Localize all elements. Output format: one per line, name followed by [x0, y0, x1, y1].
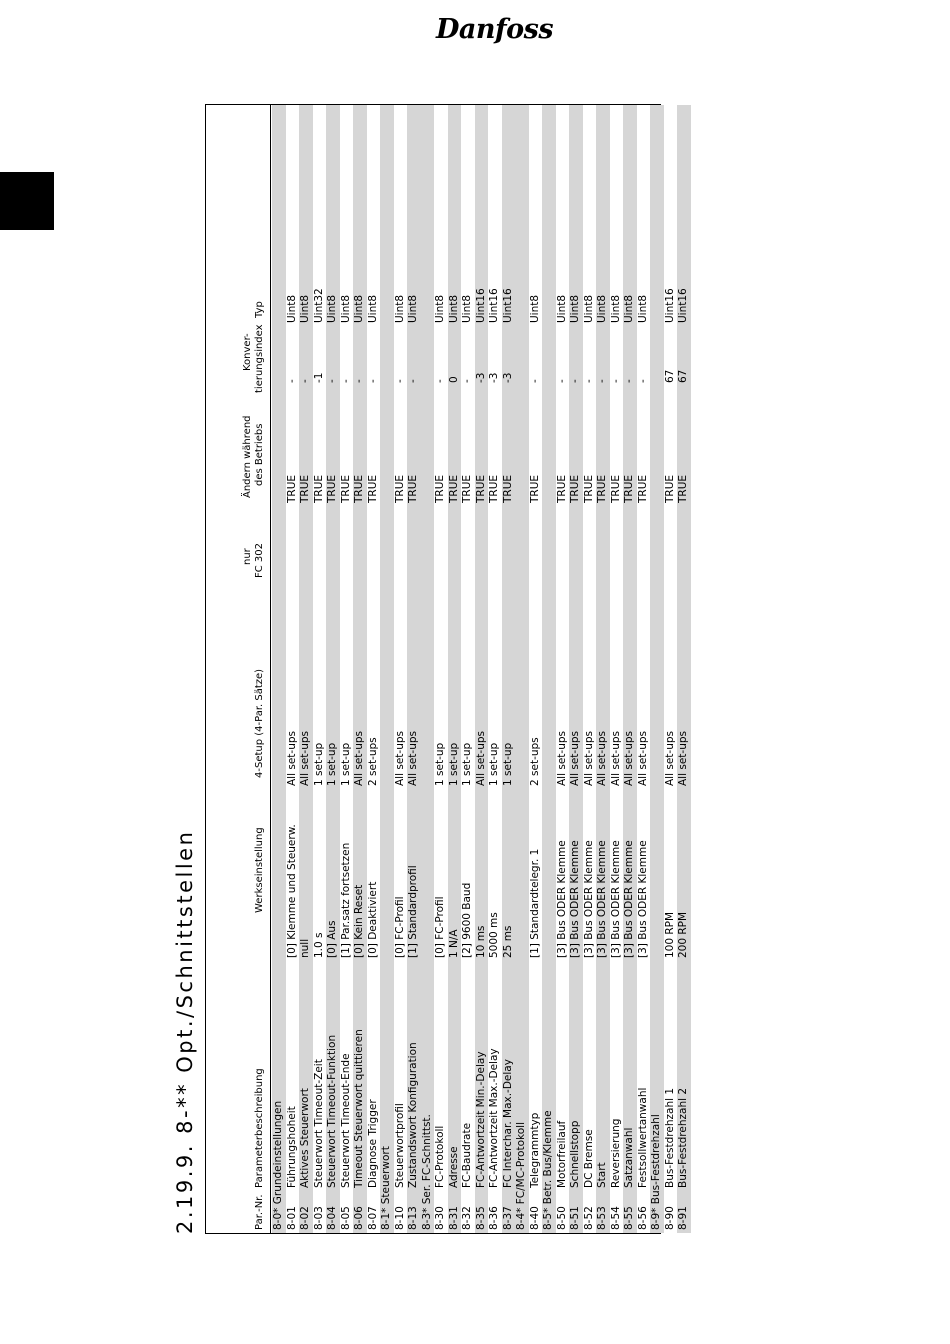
header-conv-line1: Konver- [242, 333, 253, 371]
table-row: 8-03 Steuerwort Timeout-Zeit 1.0 s 1 set-up TRUE -1 Uint32 [312, 288, 325, 1230]
header-description: Parameterbeschreibung [254, 1068, 265, 1188]
table-row: 8-54 Reversierung [3] Bus ODER Klemme All set-ups TRUE - Uint8 [609, 294, 622, 1230]
group-row: 8-4* FC/MC-Protokoll [515, 105, 529, 1233]
table-row: 8-13 Zustandswort Konfiguration [1] Standardprofil All set-ups TRUE - Uint8 [407, 105, 421, 1233]
table-row: 8-07 Diagnose Trigger [0] Deaktiviert 2 set-ups TRUE - Uint8 [366, 294, 379, 1230]
chapter-tab-marker [0, 172, 54, 230]
table-row: 8-51 Schnellstopp [3] Bus ODER Klemme All set-ups TRUE - Uint8 [569, 105, 583, 1233]
table-row: 8-36 FC-Antwortzeit Max.-Delay 5000 ms 1 set-up TRUE -3 Uint16 [488, 288, 500, 1230]
header-fc302-line2: FC 302 [254, 543, 265, 578]
header-setup: 4-Setup (4-Par. Sätze) [254, 668, 265, 778]
header-change-line1: Ändern während [242, 415, 253, 498]
header-par-nr: Par.-Nr. [254, 1194, 265, 1230]
section-title: 2.19.9. 8-** Opt./Schnittstellen [173, 829, 197, 1234]
table-row: 8-30 FC-Protokoll [0] FC-Profil 1 set-up TRUE - Uint8 [434, 294, 446, 1230]
table-row: 8-90 Bus-Festdrehzahl 1 100 RPM All set-ups TRUE 67 Uint16 [663, 288, 676, 1230]
table-row: 8-31 Adresse 1 N/A 1 set-up TRUE 0 Uint8 [448, 105, 462, 1233]
table-row: 8-32 FC-Baudrate [2] 9600 Baud 1 set-up TRUE - Uint8 [461, 294, 473, 1230]
table-row: 8-02 Aktives Steuerwort null All set-ups TRUE - Uint8 [299, 105, 313, 1233]
header-default: Werkseinstellung [254, 827, 265, 913]
table-row: 8-53 Start [3] Bus ODER Klemme All set-ups TRUE - Uint8 [596, 105, 610, 1233]
table-row: 8-35 FC-Antwortzeit Min.-Delay 10 ms All set-ups TRUE -3 Uint16 [475, 105, 489, 1233]
table-row: 8-56 Festsollwertanwahl [3] Bus ODER Klemme All set-ups TRUE - Uint8 [636, 294, 649, 1230]
table-row: 8-10 Steuerwortprofil [0] FC-Profil All set-ups TRUE - Uint8 [393, 294, 406, 1230]
table-row: 8-37 FC Interchar. Max.-Delay 25 ms 1 set-up TRUE -3 Uint16 [502, 105, 516, 1233]
table-row: 8-40 Telegrammtyp [1] Standardtelegr. 1 2 set-ups TRUE - Uint8 [528, 294, 541, 1230]
header-change-line2: des Betriebs [254, 423, 265, 486]
table-row: 8-01 Führungshoheit [0] Klemme und Steuerw. All set-ups TRUE - Uint8 [285, 294, 298, 1230]
table-row: 8-91 Bus-Festdrehzahl 2 200 RPM All set-ups TRUE 67 Uint16 [677, 105, 691, 1233]
rotated-page-content [170, 104, 689, 1234]
header-divider [270, 105, 271, 1233]
table-row: 8-50 Motorfreilauf [3] Bus ODER Klemme All set-ups TRUE - Uint8 [555, 294, 568, 1230]
group-row: 8-9* Bus-Festdrehzahl [650, 105, 664, 1233]
table-row: 8-06 Timeout Steuerwort quittieren [0] Kein Reset All set-ups TRUE - Uint8 [353, 105, 367, 1233]
header-fc302-line1: nur [242, 548, 253, 565]
danfoss-logo: Danfoss [436, 14, 554, 45]
group-row: 8-5* Betr. Bus/Klemme [542, 105, 556, 1233]
table-row: 8-04 Steuerwort Timeout-Funktion [0] Aus 1 set-up TRUE - Uint8 [326, 105, 340, 1233]
table-row: 8-52 DC Bremse [3] Bus ODER Klemme All set-ups TRUE - Uint8 [582, 294, 595, 1230]
parameter-table [205, 104, 689, 1234]
table-header [206, 105, 270, 1233]
header-conv-line2: tierungsindex [254, 324, 265, 393]
header-type: Typ [254, 301, 265, 318]
group-row: 8-1* Steuerwort [380, 105, 394, 1233]
group-row: 8-3* Ser. FC-Schnittst. [421, 105, 435, 1233]
group-row: 8-0* Grundeinstellungen [272, 105, 286, 1233]
table-row: 8-55 Satzanwahl [3] Bus ODER Klemme All set-ups TRUE - Uint8 [623, 105, 637, 1233]
table-row: 8-05 Steuerwort Timeout-Ende [1] Par.satz fortsetzen 1 set-up TRUE - Uint8 [339, 294, 352, 1230]
table-body [272, 105, 691, 1233]
